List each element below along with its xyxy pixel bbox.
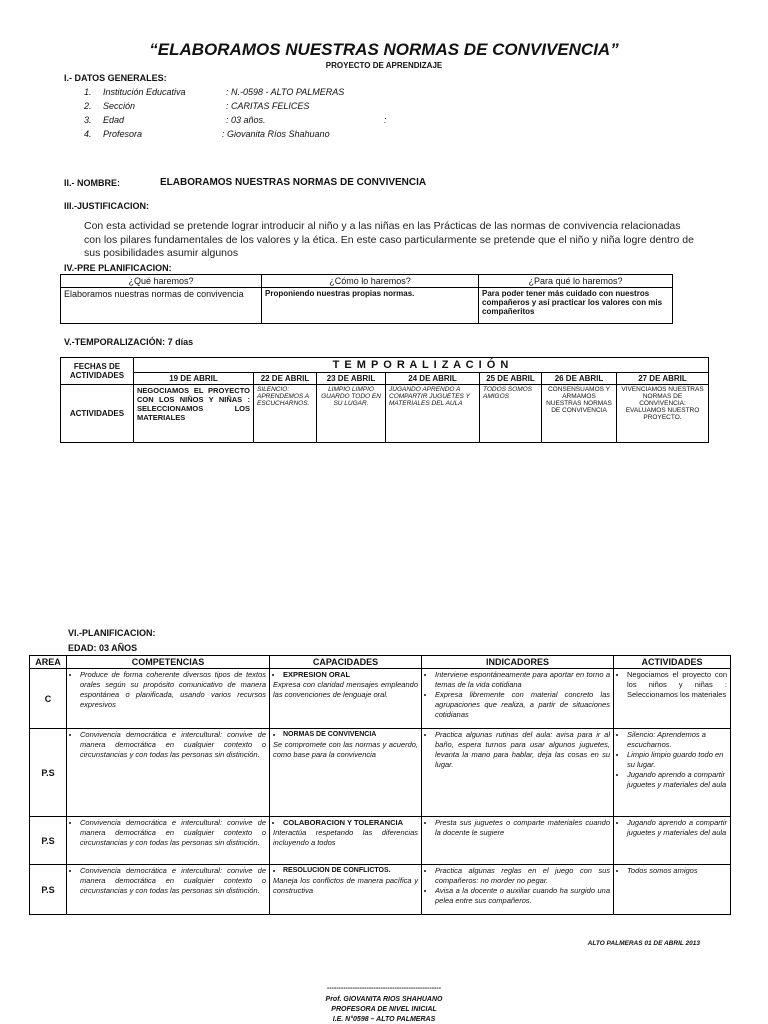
preplan-header: ¿Qué haremos? <box>61 275 262 288</box>
plan-competencia: • Produce de forma coherente diversos tipos de textos orales según su propósito comunicativo de manera espontánea o planificada, usando varios recursos expresivos <box>80 670 266 710</box>
date-cell: 22 DE ABRIL <box>254 373 317 385</box>
plan-header: INDICADORES <box>422 656 614 669</box>
plan-indicador: • Expresa libremente con material concreto las agrupaciones que realiza, a partir de situaciones cotidianas <box>435 690 610 720</box>
plan-indicador: • Practica algunas rutinas del aula: avisa para ir al baño, espera turnos para usar algunos juguetes, levanta la mano para hablar, deja las cosas en su lugar. <box>435 730 610 770</box>
plan-row <box>30 669 731 729</box>
datos-heading: I.- DATOS GENERALES: <box>64 73 167 83</box>
plan-area: C <box>30 669 67 729</box>
plan-area: P.S <box>30 729 67 817</box>
preplan-header: ¿Para qué lo haremos? <box>479 275 673 288</box>
plan-capacidad-title: • NORMAS DE CONVIVENCIA <box>283 730 418 740</box>
fechas-label: FECHAS DE ACTIVIDADES <box>61 358 134 385</box>
temporalizacion-table <box>60 357 709 443</box>
planificacion-edad: EDAD: 03 AÑOS <box>68 643 138 653</box>
date-cell: 27 DE ABRIL <box>617 373 709 385</box>
datos-value: : CARITAS FELICES <box>226 101 310 111</box>
preplan-cell: Elaboramos nuestras normas de convivencia <box>61 288 262 324</box>
justificacion-heading: III.-JUSTIFICACION: <box>64 201 149 211</box>
plan-competencia: • Convivencia democrática e intercultural: convive de manera democrática en cualquier contexto o circunstancias y con todas las personas sin distinción. <box>80 866 266 896</box>
plan-actividad: • Todos somos amigos <box>627 866 727 876</box>
plan-competencia: • Convivencia democrática e intercultural: convive de manera democrática en cualquier contexto o circunstancias y con todas las personas sin distinción. <box>80 818 266 848</box>
justificacion-text: Con esta actividad se pretende lograr introducir al niño y a las niñas en las Prácticas de las normas de convivencia relacionadas con los pilares fundamentales de los valores y la ética. En este caso particularmente se pretende que el niño y niña logre dentro de sus posibilidades asumir algunos <box>84 220 694 259</box>
preplan-header: ¿Cómo lo haremos? <box>262 275 479 288</box>
temporalizacion-heading: V.-TEMPORALIZACIÓN: 7 días <box>64 337 194 347</box>
date-cell: 26 DE ABRIL <box>542 373 617 385</box>
activity-cell: SILENCIO: APRENDEMOS A ESCUCHARNOS. <box>254 385 317 443</box>
preplan-cell: Proponiendo nuestras propias normas. <box>262 288 479 324</box>
preplan-cell: Para poder tener más cuidado con nuestros compañeros y así practicar los valores con mis compañeritos <box>479 288 673 324</box>
temporalizacion-banner: T E M P O R A L I Z A C I Ó N <box>134 358 709 373</box>
plan-capacidad: Maneja los conflictos de manera pacífica y constructiva <box>273 876 418 895</box>
plan-capacidad: Se compromete con las normas y acuerdo, como base para la convivencia <box>273 740 418 759</box>
datos-value: : 03 años. <box>226 115 266 125</box>
plan-row <box>30 817 731 865</box>
plan-capacidad-title: • EXPRESION ORAL <box>283 670 418 680</box>
plan-competencia: • Convivencia democrática e intercultural: convive de manera democrática en cualquier contexto o circunstancias y con todas las personas sin distinción. <box>80 730 266 760</box>
date-cell: 23 DE ABRIL <box>317 373 386 385</box>
datos-label: Sección <box>103 101 136 111</box>
plan-indicador: • Practica algunas reglas en el juego con sus compañeros: no morder no pegar. <box>435 866 610 886</box>
plan-row <box>30 865 731 915</box>
planificacion-table <box>29 655 731 915</box>
activity-cell: VIVENCIAMOS NUESTRAS NORMAS DE CONVIVENCIA: EVALUAMOS NUESTRO PROYECTO. <box>617 385 709 443</box>
preplan-table <box>60 274 673 324</box>
plan-actividad: • Negociamos el proyecto con los niños y niñas : Seleccionamos los materiales <box>627 670 727 700</box>
date-cell: 25 DE ABRIL <box>480 373 542 385</box>
plan-area: P.S <box>30 817 67 865</box>
activity-cell: JUGANDO APRENDO A COMPARTIR JUGUETES Y MATERIALES DEL AULA <box>386 385 480 443</box>
plan-indicador: • Presta sus juguetes o comparte materiales cuando la docente le sugiere <box>435 818 610 838</box>
plan-actividad: • Jugando aprendo a compartir juguetes y materiales del aula <box>627 770 727 790</box>
plan-header: CAPACIDADES <box>270 656 422 669</box>
plan-header: COMPETENCIAS <box>67 656 270 669</box>
signature-name: Prof. GIOVANITA RIOS SHAHUANO <box>325 996 443 1003</box>
signature-school: I.E. N°0598 – ALTO PALMERAS <box>332 1016 436 1023</box>
nombre-value: ELABORAMOS NUESTRAS NORMAS DE CONVIVENCIA <box>160 177 427 188</box>
plan-header: ACTIVIDADES <box>614 656 731 669</box>
nombre-heading: II.- NOMBRE: <box>64 178 120 188</box>
signature-line: ------------------------------------------------- <box>326 985 442 992</box>
datos-label: Edad <box>103 115 125 125</box>
plan-capacidad-title: • RESOLUCION DE CONFLICTOS. <box>283 866 418 876</box>
plan-actividad: • Silencio: Aprendemos a escucharnos. <box>627 730 727 750</box>
preplan-heading: IV.-PRE PLANIFICACION: <box>64 263 172 273</box>
plan-capacidad: Interactúa respetando las diferencias incluyendo a todos <box>273 828 418 847</box>
plan-capacidad-title: • COLABORACION Y TOLERANCIA <box>283 818 418 828</box>
actividades-label: ACTIVIDADES <box>61 385 134 443</box>
plan-actividad: • Limpio limpio guardo todo en su lugar. <box>627 750 727 770</box>
date-cell: 24 DE ABRIL <box>386 373 480 385</box>
datos-extra: : <box>384 115 387 125</box>
activity-cell: LIMPIO LIMPIO GUARDO TODO EN SU LUGAR. <box>317 385 386 443</box>
activity-cell: CONSENSUAMOS Y ARMAMOS NUESTRAS NORMAS DE CONVIVENCIA <box>542 385 617 443</box>
datos-num: 3. <box>84 115 92 125</box>
datos-label: Profesora <box>103 129 143 139</box>
plan-indicador: • Avisa a la docente o auxiliar cuando ha surgido una pelea entre sus compañeros. <box>435 886 610 906</box>
planificacion-heading: VI.-PLANIFICACION: <box>68 628 156 638</box>
plan-area: P.S <box>30 865 67 915</box>
plan-row <box>30 729 731 817</box>
plan-header: AREA <box>30 656 67 669</box>
activity-cell: NEGOCIAMOS EL PROYECTO CON LOS NIÑOS Y NIÑAS : SELECCIONAMOS LOS MATERIALES <box>134 385 254 443</box>
plan-capacidad: Expresa con claridad mensajes empleando las convenciones de lenguaje oral. <box>273 680 418 699</box>
datos-value: : N.-0598 - ALTO PALMERAS <box>226 87 345 97</box>
datos-num: 2. <box>84 101 92 111</box>
page-title: “ELABORAMOS NUESTRAS NORMAS DE CONVIVENCIA” <box>149 40 619 59</box>
place-date: ALTO PALMERAS 01 DE ABRIL 2013 <box>587 940 700 947</box>
date-cell: 19 DE ABRIL <box>134 373 254 385</box>
datos-num: 4. <box>84 129 92 139</box>
datos-value: : Giovanita Ríos Shahuano <box>222 129 330 139</box>
datos-label: Institución Educativa <box>103 87 186 97</box>
datos-num: 1. <box>84 87 92 97</box>
page-subtitle: PROYECTO DE APRENDIZAJE <box>325 61 443 70</box>
activity-cell: TODOS SOMOS AMIGOS <box>480 385 542 443</box>
signature-role: PROFESORA DE NIVEL INICIAL <box>331 1006 437 1013</box>
plan-actividad: • Jugando aprendo a compartir juguetes y materiales del aula <box>627 818 727 838</box>
plan-indicador: • Interviene espontáneamente para aportar en torno a temas de la vida cotidiana <box>435 670 610 690</box>
